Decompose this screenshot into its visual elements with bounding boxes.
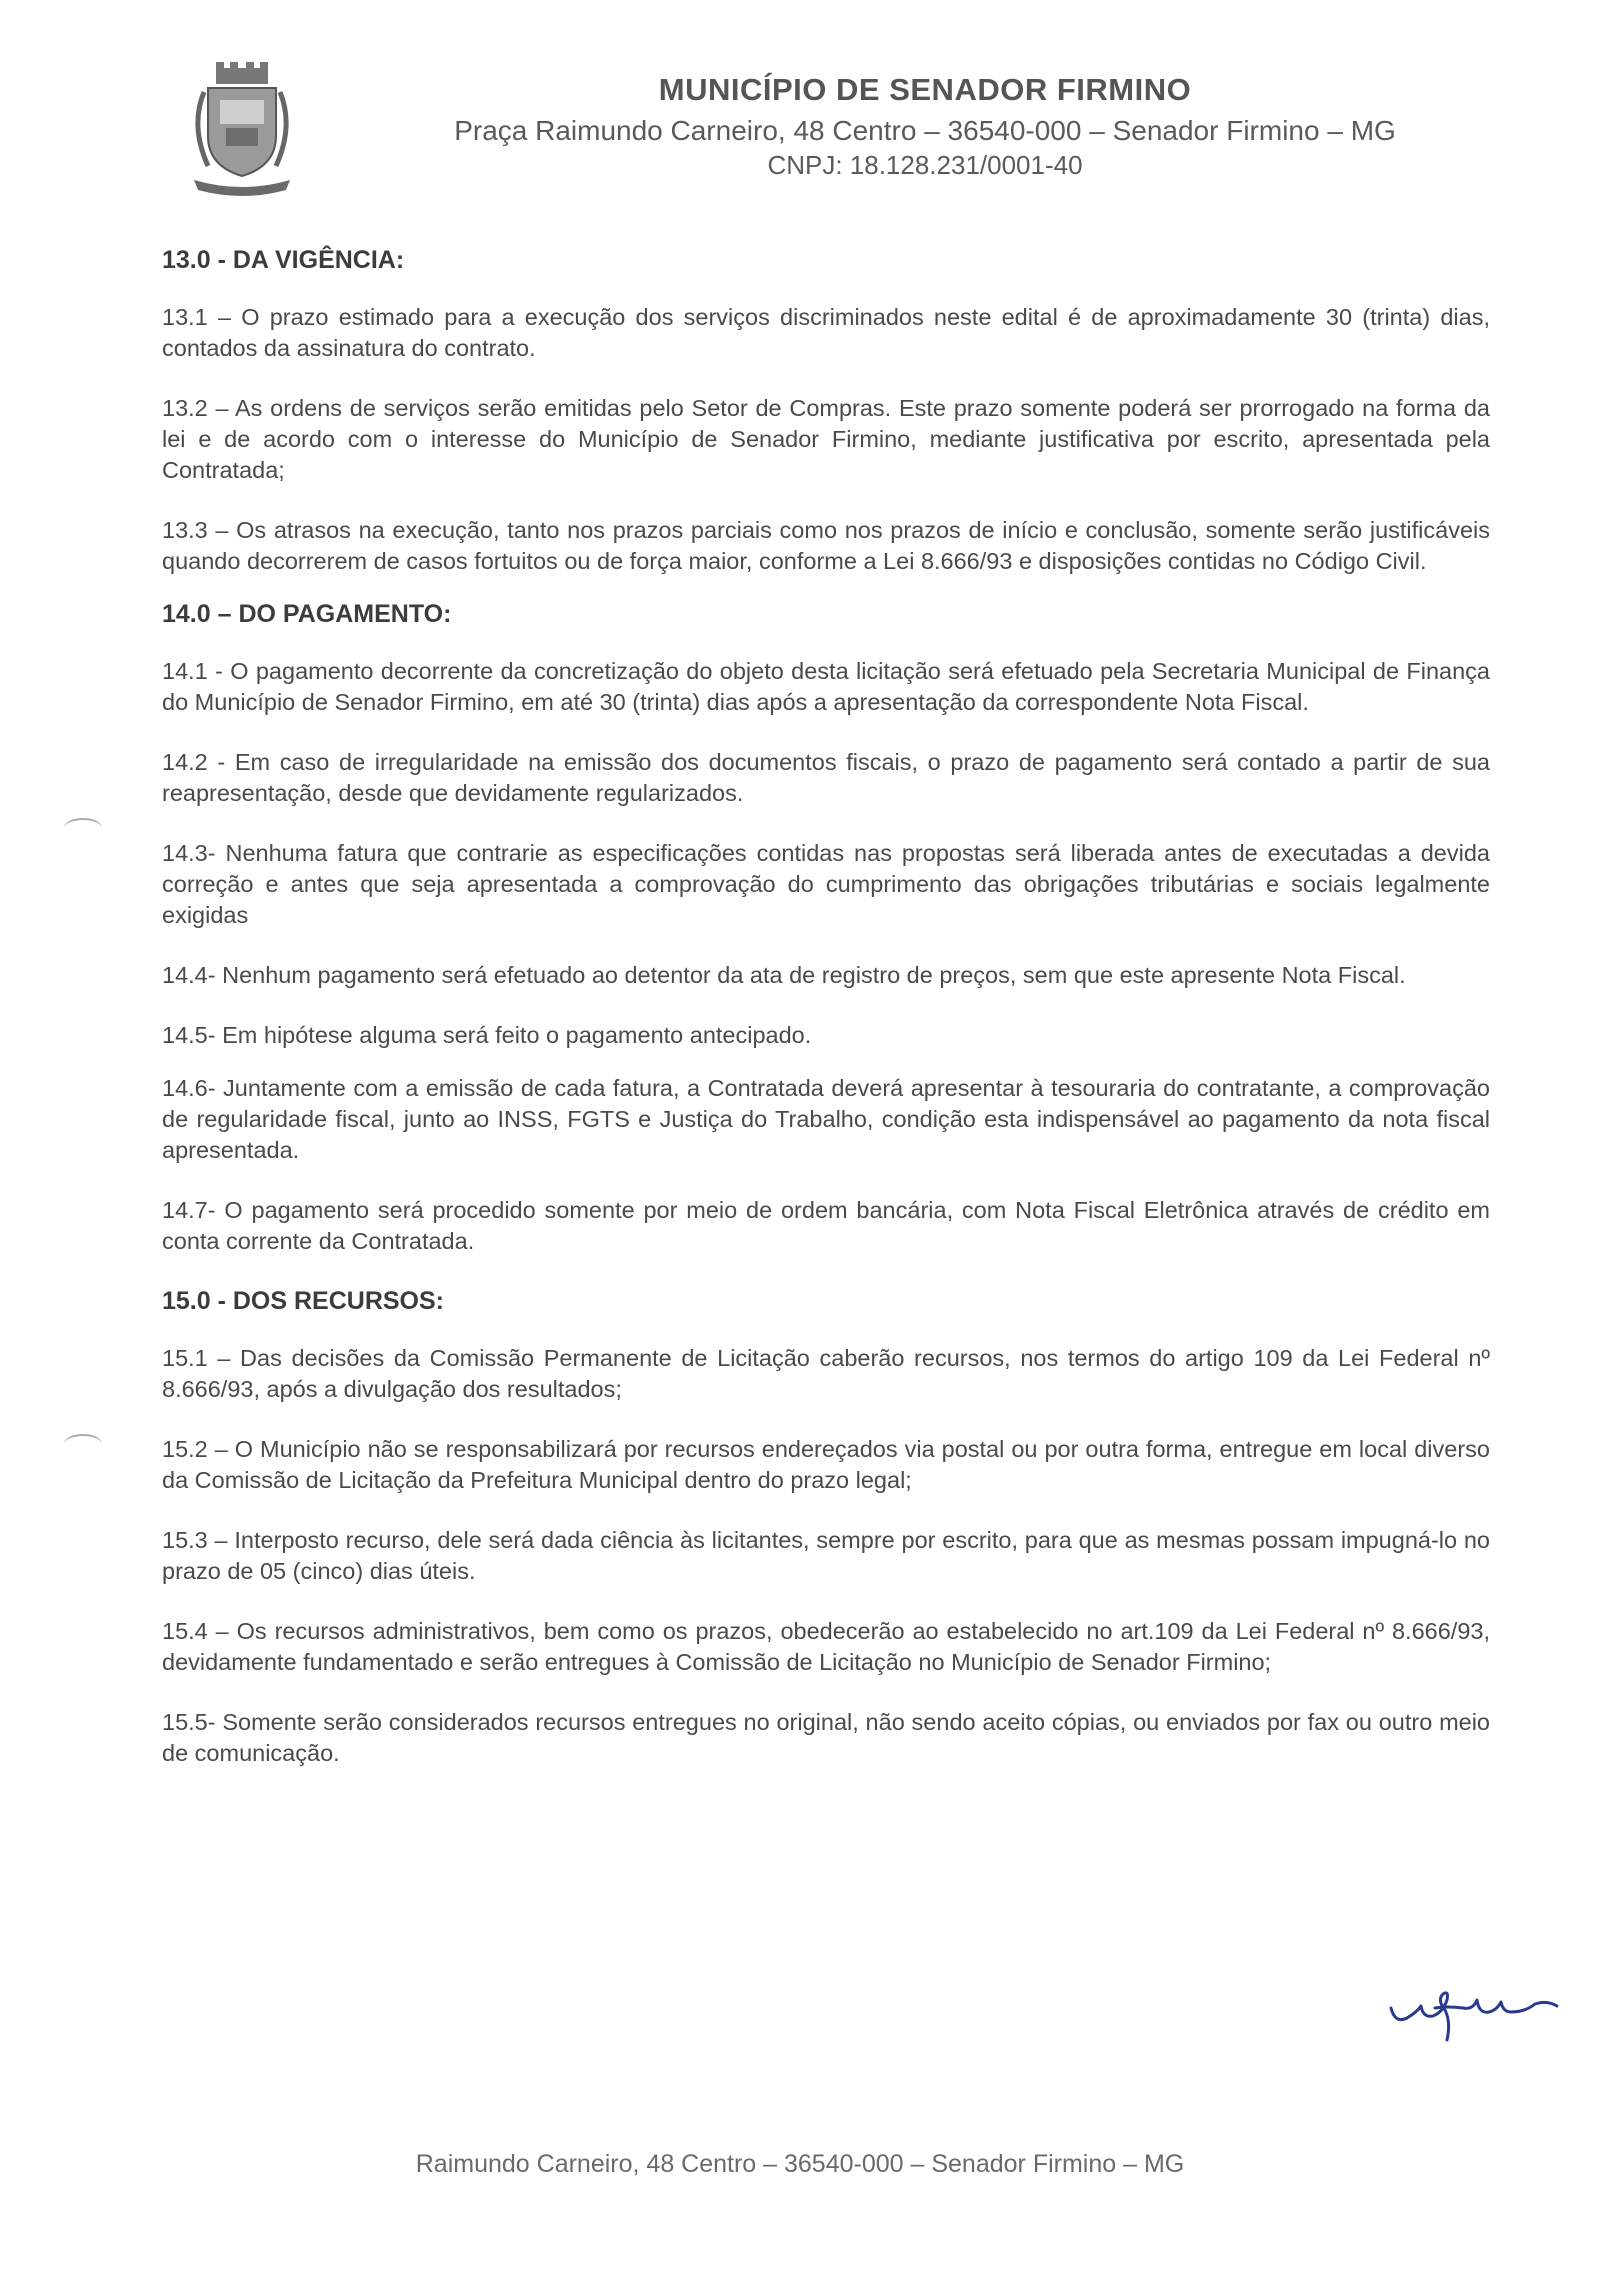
paragraph: 15.1 – Das decisões da Comissão Permanente de Licitação caberão recursos, nos termos do artigo 109 da Lei Federal nº 8.666/93, após a divulgação dos resultados; bbox=[162, 1345, 1490, 1402]
paragraph: 14.1 - O pagamento decorrente da concretização do objeto desta licitação será efetuado pela Secretaria Municipal de Finança do Município de Senador Firmino, em até 30 (trinta) dias após a apresentação da correspondente Nota Fiscal. bbox=[162, 658, 1490, 715]
paragraph: 15.5- Somente serão considerados recursos entregues no original, não sendo aceito cópias, ou enviados por fax ou outro meio de comunicação. bbox=[162, 1709, 1490, 1766]
header-cnpj: CNPJ: 18.128.231/0001-40 bbox=[767, 150, 1083, 180]
paragraph: 15.2 – O Município não se responsabilizará por recursos endereçados via postal ou por outra forma, entregue em local diverso da Comissão de Licitação da Prefeitura Municipal dentro do prazo legal; bbox=[162, 1436, 1490, 1493]
paragraph: 14.7- O pagamento será procedido somente por meio de ordem bancária, com Nota Fiscal Eletrônica através de crédito em conta corrente da Contratada. bbox=[162, 1197, 1490, 1254]
paragraph: 14.3- Nenhuma fatura que contrarie as especificações contidas nas propostas será liberada antes de executadas a devida correção e antes que seja apresentada a comprovação do cumprimento das obrigações tributárias e sociais legalmente exigidas bbox=[162, 840, 1490, 928]
section-heading: 15.0 - DOS RECURSOS: bbox=[162, 1287, 445, 1315]
document-body bbox=[162, 245, 1490, 1798]
paragraph: 14.6- Juntamente com a emissão de cada fatura, a Contratada deverá apresentar à tesouraria do contratante, a comprovação de regularidade fiscal, junto ao INSS, FGTS e Justiça do Trabalho, condição esta indispensável ao pagamento da nota fiscal apresentada. bbox=[162, 1075, 1490, 1163]
paragraph: 14.5- Em hipótese alguma será feito o pagamento antecipado. bbox=[162, 1022, 812, 1048]
header-title: MUNICÍPIO DE SENADOR FIRMINO bbox=[658, 72, 1192, 107]
paragraph: 13.1 – O prazo estimado para a execução dos serviços discriminados neste edital é de aproximadamente 30 (trinta) dias, contados da assinatura do contrato. bbox=[162, 304, 1490, 361]
margin-mark bbox=[64, 1434, 102, 1454]
paragraph: 14.2 - Em caso de irregularidade na emissão dos documentos fiscais, o prazo de pagamento será contado a partir de sua reapresentação, desde que devidamente regularizados. bbox=[162, 749, 1490, 806]
paragraph: 15.3 – Interposto recurso, dele será dada ciência às licitantes, sempre por escrito, para que as mesmas possam impugná-lo no prazo de 05 (cinco) dias úteis. bbox=[162, 1527, 1490, 1584]
header-address: Praça Raimundo Carneiro, 48 Centro – 36540-000 – Senador Firmino – MG bbox=[454, 115, 1396, 146]
paragraph: 14.4- Nenhum pagamento será efetuado ao detentor da ata de registro de preços, sem que este apresente Nota Fiscal. bbox=[162, 962, 1406, 988]
paragraph: 13.2 – As ordens de serviços serão emitidas pelo Setor de Compras. Este prazo somente poderá ser prorrogado na forma da lei e de acordo com o interesse do Município de Senador Firmino, mediante justificativa por escrito, apresentada pela Contratada; bbox=[162, 395, 1490, 483]
footer-address: Raimundo Carneiro, 48 Centro – 36540-000 – Senador Firmino – MG bbox=[415, 2150, 1185, 2178]
municipal-coat-of-arms-icon bbox=[186, 62, 298, 200]
handwritten-initials-icon bbox=[1385, 1978, 1565, 2048]
section-heading: 13.0 - DA VIGÊNCIA: bbox=[162, 246, 405, 274]
margin-mark bbox=[64, 818, 102, 838]
paragraph: 15.4 – Os recursos administrativos, bem como os prazos, obedecerão ao estabelecido no art.109 da Lei Federal nº 8.666/93, devidamente fundamentado e serão entregues à Comissão de Licitação no Município de Senador Firmino; bbox=[162, 1618, 1490, 1675]
section-heading: 14.0 – DO PAGAMENTO: bbox=[162, 600, 452, 628]
paragraph: 13.3 – Os atrasos na execução, tanto nos prazos parciais como nos prazos de início e conclusão, somente serão justificáveis quando decorrerem de casos fortuitos ou de força maior, conforme a Lei 8.666/93 e disposições contidas no Código Civil. bbox=[162, 517, 1490, 574]
